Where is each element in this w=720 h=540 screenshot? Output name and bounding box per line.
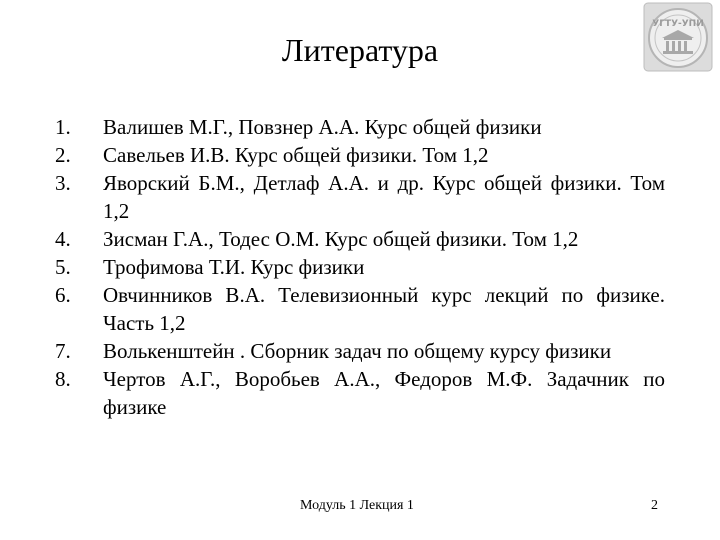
reference-item <box>55 169 665 225</box>
reference-number: 2. <box>55 143 71 167</box>
reference-item <box>55 253 665 281</box>
reference-item <box>55 225 665 253</box>
logo-label: УГТУ-УПИ <box>652 19 704 29</box>
reference-list <box>55 113 665 421</box>
reference-number: 1. <box>55 115 71 139</box>
reference-number: 3. <box>55 171 71 195</box>
page-number: 2 <box>651 498 658 513</box>
university-logo <box>643 2 713 72</box>
reference-item <box>55 337 665 365</box>
footer-module-label: Модуль 1 Лекция 1 <box>300 498 414 513</box>
reference-text: Зисман Г.А., Тодес О.М. Курс общей физики. Том 1,2 <box>103 227 579 251</box>
reference-number: 5. <box>55 255 71 279</box>
reference-number: 6. <box>55 283 71 307</box>
reference-item <box>55 141 665 169</box>
reference-text: Чертов А.Г., Воробьев А.А., Федоров М.Ф. Задачник по физике <box>103 367 665 419</box>
reference-number: 8. <box>55 367 71 391</box>
reference-item <box>55 281 665 337</box>
reference-item <box>55 365 665 421</box>
reference-text: Трофимова Т.И. Курс физики <box>103 255 365 279</box>
reference-number: 4. <box>55 227 71 251</box>
slide-title: Литература <box>281 32 439 68</box>
reference-text: Валишев М.Г., Повзнер А.А. Курс общей физики <box>103 115 542 139</box>
reference-text: Волькенштейн . Сборник задач по общему курсу физики <box>103 339 612 363</box>
reference-text: Савельев И.В. Курс общей физики. Том 1,2 <box>103 143 489 167</box>
reference-item <box>55 113 665 141</box>
reference-text: Яворский Б.М., Детлаф А.А. и др. Курс общей физики. Том 1,2 <box>103 171 665 223</box>
reference-number: 7. <box>55 339 71 363</box>
reference-text: Овчинников В.А. Телевизионный курс лекций по физике. Часть 1,2 <box>103 283 665 335</box>
